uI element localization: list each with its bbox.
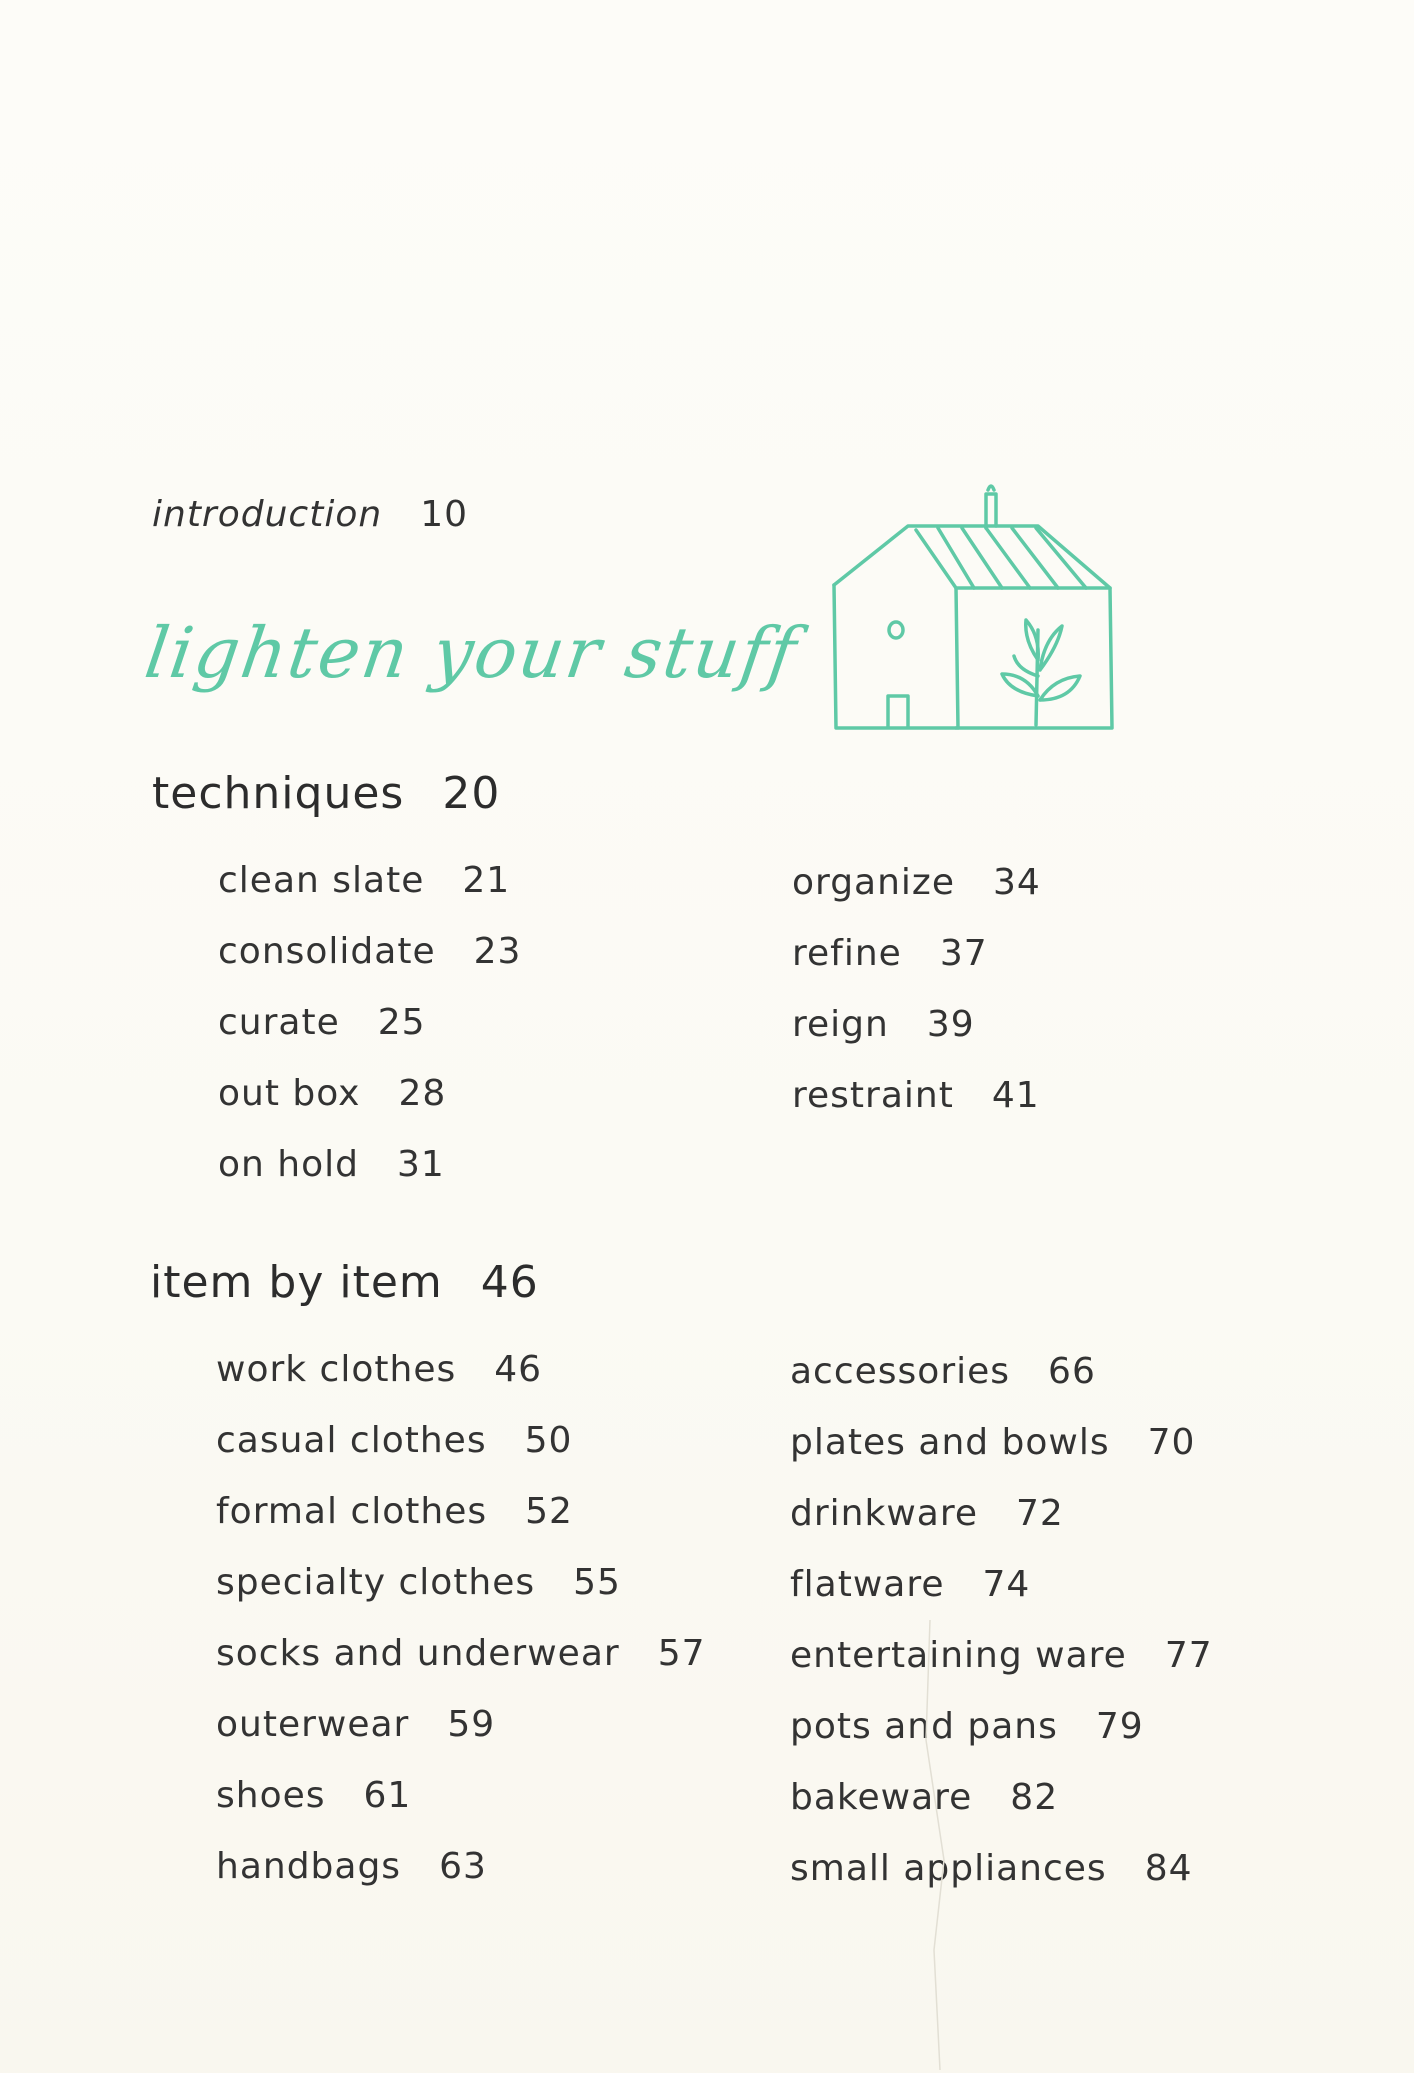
toc-entry[interactable]	[218, 1002, 426, 1043]
toc-entry-page: 74	[982, 1564, 1031, 1605]
toc-entry[interactable]	[216, 1349, 542, 1390]
toc-entry-label: drinkware	[790, 1493, 978, 1534]
toc-entry[interactable]	[790, 1848, 1193, 1889]
toc-entry-page: 82	[1010, 1777, 1059, 1818]
toc-entry-page: 77	[1164, 1635, 1213, 1676]
toc-entry-label: entertaining ware	[790, 1635, 1127, 1676]
toc-entry-label: plates and bowls	[790, 1422, 1110, 1463]
toc-entry[interactable]	[216, 1775, 411, 1816]
toc-entry-page: 50	[524, 1420, 573, 1461]
toc-entry-page: 57	[657, 1633, 706, 1674]
toc-introduction-page: 10	[420, 494, 468, 535]
toc-section-techniques[interactable]	[152, 768, 500, 819]
toc-entry-page: 84	[1144, 1848, 1193, 1889]
toc-entry-label: on hold	[218, 1144, 359, 1185]
toc-entry-label: shoes	[216, 1775, 326, 1816]
toc-entry-label: clean slate	[218, 860, 425, 901]
toc-entry-page: 39	[926, 1004, 975, 1045]
toc-entry[interactable]	[216, 1420, 572, 1461]
paper-crease	[900, 1620, 980, 2070]
toc-entry[interactable]	[216, 1704, 495, 1745]
toc-entry-label: pots and pans	[790, 1706, 1058, 1747]
toc-entry[interactable]	[218, 860, 510, 901]
section-heading-page: 46	[480, 1257, 539, 1308]
toc-entry-page: 21	[462, 860, 511, 901]
toc-entry-page: 41	[991, 1075, 1040, 1116]
toc-entry[interactable]	[218, 931, 521, 972]
toc-entry-page: 37	[939, 933, 988, 974]
toc-introduction-label: introduction	[152, 494, 383, 535]
toc-entry[interactable]	[792, 1075, 1040, 1116]
toc-section-item-by-item[interactable]	[150, 1257, 539, 1308]
toc-entry-page: 72	[1015, 1493, 1064, 1534]
toc-entry-page: 23	[473, 931, 522, 972]
toc-introduction[interactable]	[152, 494, 468, 535]
toc-entry-label: reign	[792, 1004, 889, 1045]
toc-entry[interactable]	[790, 1493, 1064, 1534]
toc-entry[interactable]	[216, 1633, 706, 1674]
toc-entry-page: 79	[1095, 1706, 1144, 1747]
toc-entry-label: flatware	[790, 1564, 945, 1605]
toc-entry-label: specialty clothes	[216, 1562, 536, 1603]
toc-entry-label: formal clothes	[216, 1491, 488, 1532]
toc-entry-label: bakeware	[790, 1777, 973, 1818]
toc-entry-label: accessories	[790, 1351, 1011, 1392]
toc-entry[interactable]	[790, 1564, 1030, 1605]
house-illustration-icon	[826, 470, 1116, 740]
toc-entry-label: out box	[218, 1073, 361, 1114]
toc-entry-label: organize	[792, 862, 955, 903]
toc-entry-page: 25	[377, 1002, 426, 1043]
toc-entry-label: casual clothes	[216, 1420, 487, 1461]
toc-entry-page: 31	[396, 1144, 445, 1185]
toc-entry[interactable]	[218, 1073, 446, 1114]
toc-entry[interactable]	[218, 1144, 445, 1185]
toc-entry-page: 66	[1048, 1351, 1096, 1392]
toc-entry-page: 70	[1147, 1422, 1196, 1463]
toc-entry-page: 46	[494, 1349, 543, 1390]
section-heading-label: techniques	[152, 768, 405, 819]
toc-entry-label: restraint	[792, 1075, 954, 1116]
toc-entry-label: curate	[218, 1002, 340, 1043]
toc-entry-label: refine	[792, 933, 902, 974]
toc-entry[interactable]	[790, 1351, 1096, 1392]
toc-entry-label: consolidate	[218, 931, 436, 972]
toc-entry[interactable]	[790, 1422, 1195, 1463]
toc-entry[interactable]	[792, 933, 988, 974]
toc-entry-page: 34	[992, 862, 1041, 903]
toc-entry-label: outerwear	[216, 1704, 410, 1745]
toc-entry[interactable]	[790, 1635, 1213, 1676]
toc-entry[interactable]	[216, 1846, 487, 1887]
toc-entry-page: 61	[363, 1775, 412, 1816]
section-heading-page: 20	[442, 768, 501, 819]
toc-entry-label: work clothes	[216, 1349, 457, 1390]
section-heading-label: item by item	[150, 1257, 443, 1308]
toc-entry-page: 59	[447, 1704, 496, 1745]
toc-entry-page: 55	[573, 1562, 621, 1603]
toc-entry-page: 52	[525, 1491, 573, 1532]
toc-entry-page: 28	[398, 1073, 447, 1114]
toc-entry-page: 63	[439, 1846, 487, 1887]
toc-entry-label: small appliances	[790, 1848, 1107, 1889]
toc-entry-label: handbags	[216, 1846, 402, 1887]
chapter-title: lighten your stuff	[140, 612, 803, 694]
toc-entry-label: socks and underwear	[216, 1633, 620, 1674]
toc-entry[interactable]	[792, 862, 1041, 903]
toc-entry[interactable]	[792, 1004, 975, 1045]
toc-entry[interactable]	[216, 1562, 621, 1603]
toc-entry[interactable]	[216, 1491, 573, 1532]
